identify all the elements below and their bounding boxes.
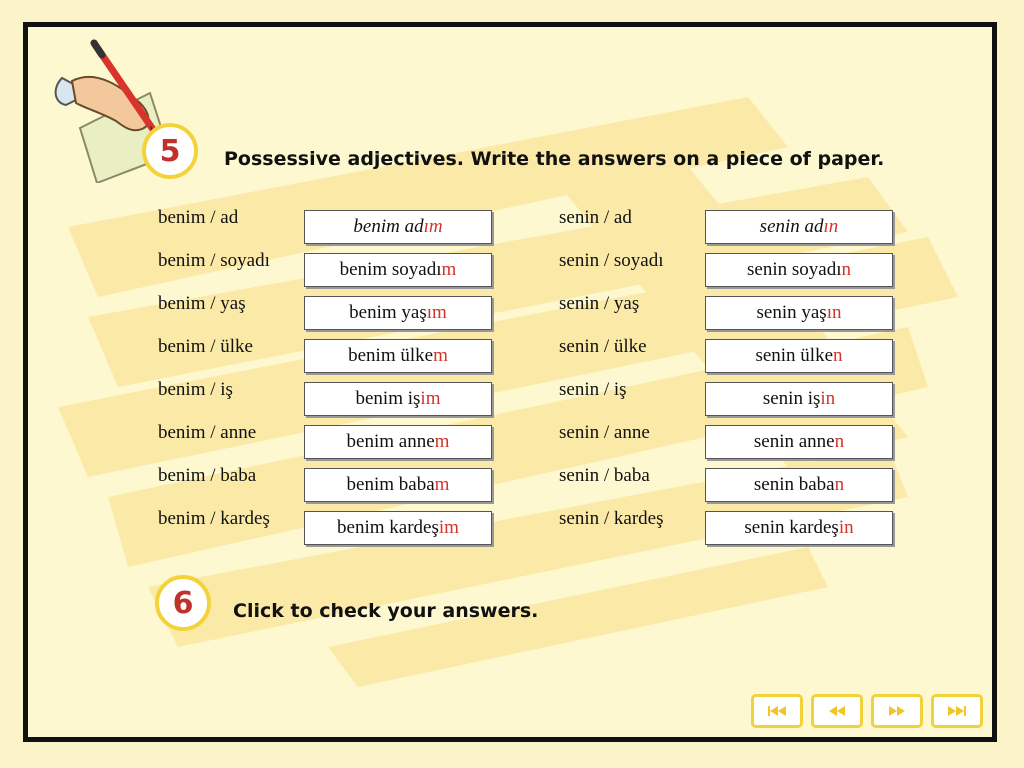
exercise-6-number-badge[interactable] [155, 575, 211, 631]
senin-prompt: senin / kardeş [559, 508, 664, 529]
answer-base: benim kardeş [337, 517, 439, 538]
senin-answer-box [705, 425, 893, 459]
benim-answer-box [304, 253, 492, 287]
benim-prompt: benim / kardeş [158, 508, 270, 529]
answer-base: benim ülke [348, 345, 434, 366]
answer-base: benim baba [346, 474, 435, 495]
next-slide-button[interactable] [871, 694, 923, 728]
answer-base: senin anne [753, 431, 835, 452]
answer-base: benim yaş [349, 302, 427, 323]
benim-prompt: benim / soyadı [158, 250, 270, 271]
first-slide-button[interactable] [751, 694, 803, 728]
answer-suffix: m [433, 345, 448, 366]
senin-prompt: senin / yaş [559, 293, 640, 314]
fast-forward-icon [886, 705, 908, 717]
benim-prompt: benim / ad [158, 207, 239, 228]
exercise-5-number-badge [142, 123, 198, 179]
benim-prompt: benim / ülke [158, 336, 253, 357]
senin-answer-box [705, 382, 893, 416]
answer-base: senin iş [762, 388, 821, 409]
answer-suffix: m [434, 474, 450, 495]
answer-base: benim anne [346, 431, 435, 452]
benim-answer-box [304, 296, 492, 330]
senin-prompt: senin / baba [559, 465, 650, 486]
answer-base: benim soyadı [339, 259, 442, 280]
answer-suffix: n [841, 259, 851, 280]
benim-prompt: benim / anne [158, 422, 257, 443]
senin-answer-box [705, 511, 893, 545]
benim-answer-box [304, 511, 492, 545]
senin-prompt: senin / ad [559, 207, 632, 228]
senin-answer-box [705, 253, 893, 287]
benim-answer-box [304, 468, 492, 502]
check-answers-link[interactable]: Click to check your answers. [233, 600, 539, 622]
answer-suffix: ım [423, 216, 443, 237]
answer-suffix: im [420, 388, 441, 409]
benim-answer-box [304, 339, 492, 373]
answer-suffix: ım [426, 302, 447, 323]
benim-prompt: benim / iş [158, 379, 233, 400]
answer-base: senin ad [759, 216, 824, 237]
answer-suffix: in [838, 517, 854, 538]
benim-answer-box [304, 210, 492, 244]
skip-to-start-icon [766, 705, 788, 717]
answer-base: senin ülke [755, 345, 834, 366]
answer-base: senin kardeş [744, 517, 839, 538]
answer-suffix: im [438, 517, 459, 538]
answer-suffix: m [441, 259, 457, 280]
senin-prompt: senin / ülke [559, 336, 647, 357]
exercise-6-number: 6 [172, 585, 194, 621]
answer-suffix: ın [826, 302, 842, 323]
exercise-5-number: 5 [159, 133, 181, 169]
senin-prompt: senin / anne [559, 422, 650, 443]
exercise-5-title: Possessive adjectives. Write the answers on a piece of paper. [224, 148, 885, 170]
rewind-icon [826, 705, 848, 717]
senin-answer-box [705, 468, 893, 502]
answer-suffix: n [834, 474, 845, 495]
benim-prompt: benim / baba [158, 465, 257, 486]
senin-prompt: senin / iş [559, 379, 627, 400]
senin-answer-box [705, 296, 893, 330]
answer-suffix: in [820, 388, 836, 409]
answer-base: senin yaş [756, 302, 827, 323]
benim-answer-box [304, 425, 492, 459]
skip-to-end-icon [946, 705, 968, 717]
answer-base: senin baba [753, 474, 835, 495]
slide [23, 22, 997, 742]
benim-prompt: benim / yaş [158, 293, 246, 314]
answer-suffix: n [834, 431, 845, 452]
answer-suffix: n [833, 345, 843, 366]
answer-base: benim iş [355, 388, 421, 409]
benim-answer-box [304, 382, 492, 416]
answer-base: senin soyadı [747, 259, 842, 280]
answer-suffix: m [434, 431, 450, 452]
senin-answer-box [705, 210, 893, 244]
answer-base: benim ad [353, 216, 424, 237]
last-slide-button[interactable] [931, 694, 983, 728]
senin-prompt: senin / soyadı [559, 250, 664, 271]
answer-suffix: ın [823, 216, 839, 237]
previous-slide-button[interactable] [811, 694, 863, 728]
senin-answer-box [705, 339, 893, 373]
